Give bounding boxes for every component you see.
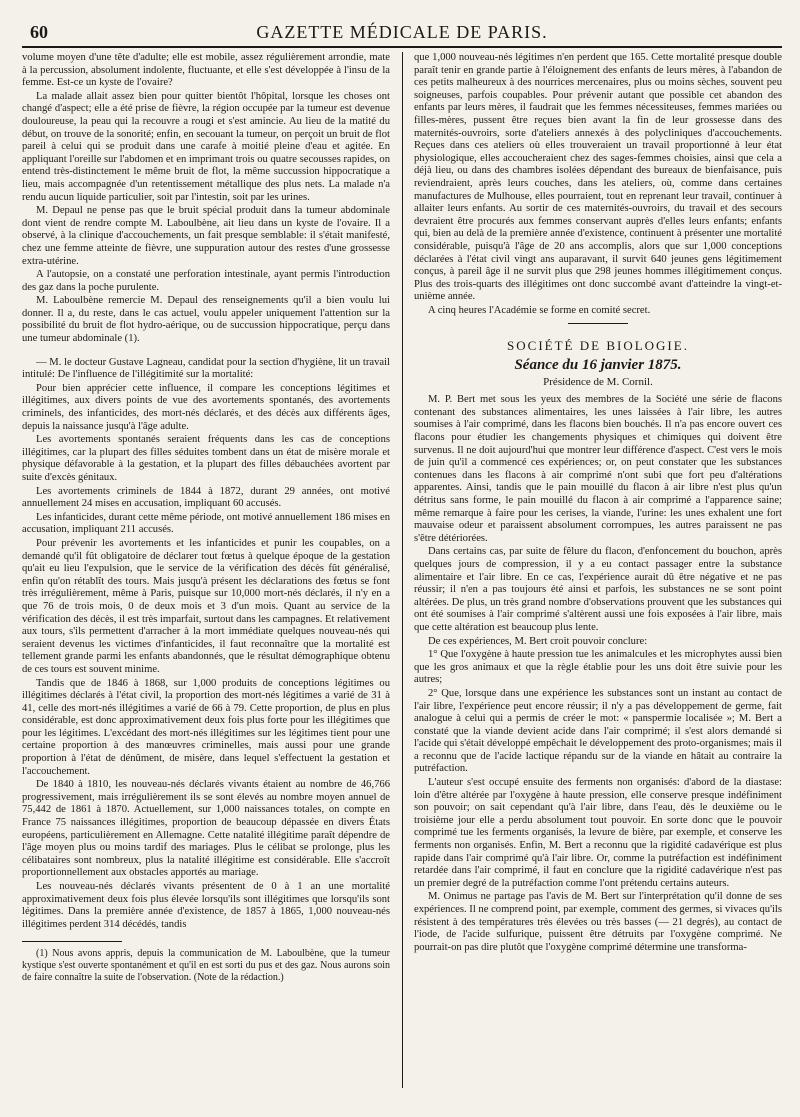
section-divider — [568, 323, 628, 324]
paragraph: Pour bien apprécier cette influence, il compare les conceptions légitimes et illégitimes, aux divers points de vue des avortements spontanés, des avortements criminels, des infanticides, des mort-nés déclarés, et des décès aux différents âges, depuis la naissance jusqu'à l'âge adulte. — [22, 382, 390, 432]
right-column — [414, 52, 782, 1092]
paragraph: Pour prévenir les avortements et les infanticides et punir les coupables, on a demandé qu'il fût obligatoire de déclarer tout fœtus à quelque époque de la gestation qu'ait eu lieu l'expulsion, que le service de la vérification des décès fût généralisé, enfin qu'on rétablît des tours. Mais jusqu'à présent les déclarations des fœtus se font très irrégulièrement, même à Paris, puisque sur 10,000 mort-nés déclarés, il n'y en a que 76 de trois mois, 0 de deux mois et 3 d'un mois. Quant au service de la vérification des décès, il est très imparfait, surtout dans les campagnes. Et relativement aux tours, s'ils permettent d'arracher à la mort immédiate quelques nouveau-nés qui seraient devenus les victimes d'infanticides, il faut reconnaître que la mortalité est tellement grande parmi les enfants abandonnés, que le résultat démographique obtenu de ces tours est souvent minime. — [22, 537, 390, 675]
column-rule — [402, 52, 403, 1088]
paragraph: Tandis que de 1846 à 1868, sur 1,000 produits de conceptions légitimes ou illégitimes déclarés à l'état civil, la proportion des mort-nés légitimes a varié de 31 à 41, celle des mort-nés illégitimes a varié de 66 à 79. Cette proportion, de plus en plus considérable, est donc approximativement deux fois plus forte pour les illégitimes que pour les légitimes. L'excédant des mort-nés illégitimes sur les légitimes tient pour une certaine proportion à des manœuvres criminelles, mais aussi pour une grande proportion à l'état de dénûment, de misère, dans lequel s'effectuent la gestation et l'accouchement. — [22, 677, 390, 777]
paragraph: De ces expériences, M. Bert croit pouvoir conclure: — [428, 635, 648, 647]
journal-title: GAZETTE MÉDICALE DE PARIS. — [256, 22, 548, 42]
section-title: SOCIÉTÉ DE BIOLOGIE. — [507, 338, 689, 354]
page-header — [22, 18, 782, 48]
paragraph: L'auteur s'est occupé ensuite des ferments non organisés: d'abord de la diastase: loin d'être altérée par l'oxygène à haute pression, elle conserve presque indéfiniment son pouvoir; on sait cependant qu'à l'air libre, dans l'eau, dès le deuxième ou le troisième jour elle a perdu absolument tout pouvoir. En sorte donc que le pouvoir comprimé tue les ferments organisés, la levure de bière, par exemple, et conserve les ferments non organisés. Enfin, M. Bert a reconnu que la rigidité cadavérique est plus rapide dans l'air comprimé qu'à l'air libre. Or, comme la putréfaction est indéfiniment retardée dans l'air comprimé, il faut en conclure que la rigidité cadavérique n'est pas un premier degré de la putréfaction comme l'ont prétendu certains auteurs. — [414, 777, 782, 889]
text-columns — [22, 52, 782, 1092]
paragraph: M. P. Bert met sous les yeux des membres de la Société une série de flacons contenant des substances alimentaires, les unes laissées à l'air libre, les autres soumises à l'air comprimé, dans les flacons bien bouchés. Il n'a pas encore ouvert ces flacons pour étudier les changements physiques et chimiques qui doivent être survenus. Il ne doit aujourd'hui que montrer leur différence d'aspect. C'est vers le mois de juin qu'il a commencé ces expériences; or, on peut constater que les substances contenues dans les flacons à air comprimé n'ont subi que fort peu d'altérations apparentes. Ainsi, tandis que le pain mouillé du flacon à air libre n'est plus qu'un détritus sans forme, le pain mouillé du flacon à air comprimé a l'apparence saine; même remarque à faire pour les cerises, la viande, l'urine: les unes exhalent une fort mauvaise odeur et paraissent absolument corrompues, les autres paraissent ne pas s'être détériorées. — [414, 394, 782, 544]
paragraph: volume moyen d'une tête d'adulte; elle est mobile, assez régulièrement arrondie, mate à la percussion, absolument indolente, fluctuante, et elle s'est développée à l'insu de la femme. Est-ce un kyste de l'ovaire? — [22, 52, 390, 89]
presidency-line: Présidence de M. Cornil. — [543, 375, 653, 388]
page-number: 60 — [30, 22, 48, 42]
paragraph: Les nouveau-nés déclarés vivants présentent de 0 à 1 an une mortalité approximativement deux fois plus élevée lorsqu'ils sont illégitimes que lorsqu'ils sont légitimes. Dans la première année d'existence, de 1857 à 1865, 1,000 nouveau-nés illégitimes perdent 314 décédés, tandis — [22, 881, 390, 930]
paragraph: M. Onimus ne partage pas l'avis de M. Bert sur l'interprétation qu'il donne de ses expériences. Il ne comprend point, par exemple, comment des germes, si vivaces qu'ils résistent à des températures très élevées ou très basses (— 21 degrés), au contact de l'iode, de l'acide sulfurique, puissent être détruits par l'oxygène comprimé. Ne pourrait-on pas dire plutôt que l'oxygène comprimé détermine une transforma- — [414, 891, 782, 953]
paragraph: De 1840 à 1810, les nouveau-nés déclarés vivants étaient au nombre de 46,766 progressivement, mais irrégulièrement ils se sont élevés au nombre moyen annuel de 75,442 de 1861 à 1870. Actuellement, sur 1,000 naissances totales, on compte en France 75 naissances illégitimes, proportion de beaucoup dépassée en divers États européens, particulièrement en Allemagne. Cette natalité illégitime paraît dépendre de l'âge moyen plus ou moins tardif des mariages. Plus le célibat se prolonge, plus les célibataires sont nombreux, plus la natalité illégitime est considérable. Elle s'accroît proportionnellement aux obstacles apportés au mariage. — [22, 779, 390, 879]
paragraph: A cinq heures l'Académie se forme en comité secret. — [428, 304, 651, 316]
paragraph: Les infanticides, durant cette même période, ont motivé annuellement 186 mises en accusation, impliquant 211 accusés. — [22, 511, 390, 536]
paragraph: — M. le docteur Gustave Lagneau, candidat pour la section d'hygiène, lit un travail intitulé: De l'influence de l'illégitimité sur la mortalité: — [22, 356, 390, 381]
paragraph: Les avortements spontanés seraient fréquents dans les cas de conceptions illégitimes, car la plupart des filles séduites tombent dans un état de misère morale et physique défavorable à la gestation, et la plupart des filles débauchées avortent par suite d'excès génitaux. — [22, 434, 390, 483]
session-title: Séance du 16 janvier 1875. — [514, 357, 682, 374]
paragraph: que 1,000 nouveau-nés légitimes n'en perdent que 165. Cette mortalité presque double paraît tenir en grande partie à l'éloignement des enfants de leurs mères, à l'abandon de ces petits malheureux à des nourrices mercenaires, plus ou moins sèches, souvent peu soigneuses, parfois coupables. Pour prévenir autant que possible cet abandon des enfants par leurs mères, il faudrait que les femmes nécessiteuses, femmes mariées ou filles-mères, pussent être reçues bien avant la fin de leur grossesse dans des maternités-ouvroirs, sorte d'ateliers annexés à des polycliniques d'accouchements. Reçues dans ces ateliers où elles trouveraient un travail proportionné à leur état physiologique, elles accoucheraient chez des sages-femmes choisies, ainsi que cela a déjà lieu, ou dans des chambres isolées dépendant des bureaux de bienfaisance, puis reviendraient, après leurs couches, dans les ateliers, où, comme dans certaines manufactures de Mulhouse, elles pourraient, tout en reprenant leur travail, continuer à allaiter leurs enfants. Au sortir de ces maternités-ouvroirs, du travail et des secours devraient être procurés aux femmes conservant auprès d'elles leurs enfants; enfants qui, bien au delà de la première année d'existence, continuent à présenter une mortalité considérable, puisqu'à l'âge de 20 ans accomplis, alors que sur 1,000 conceptions déclarées à l'état civil vingt ans auparavant, il survit 640 jeunes gens légitimement conçus, à pareil âge il ne survit plus que 298 jeunes hommes illégitimement conçus. Plus des trois-quarts des illégitimes ont donc succombé avant d'atteindre la vingt-et-unième année. — [414, 52, 782, 303]
paragraph: Les avortements criminels de 1844 à 1872, durant 29 années, ont motivé annuellement 24 mises en accusation, impliquant 60 accusés. — [22, 485, 390, 510]
paragraph: Dans certains cas, par suite de fêlure du flacon, d'enfoncement du bouchon, après quelques jours de compression, il y a eu contact passager entre la substance alimentaire et l'air libre. En ce cas, l'expérience aurait dû être négative et ne pas réussir; il n'en a pas toujours été ainsi et parfois, les substances ne se sont point altérées. De plus, un très grand nombre d'observations prouvent que les substances qui ont été soumises à l'air comprimé s'altèrent aussi une fois exposées à l'air libre, mais que cette altération est beaucoup plus lente. — [414, 546, 782, 633]
footnote: (1) Nous avons appris, depuis la communication de M. Laboulbène, que la tumeur kystique s'est ouverte spontanément et qu'il en est sorti du pus et des gaz. Nous aurons soin de faire connaître la suite de l'observation. (Note de la rédaction.) — [22, 948, 390, 984]
newspaper-page — [22, 18, 782, 1108]
footnote-separator — [22, 941, 122, 942]
paragraph: 1° Que l'oxygène à haute pression tue les animalcules et les microphytes aussi bien que les gros animaux et que la règle établie pour les uns doit être suivie pour les autres; — [414, 649, 782, 686]
left-column — [22, 52, 390, 1092]
paragraph: M. Depaul ne pense pas que le bruit spécial produit dans la tumeur abdominale dont vient de rendre compte M. Laboulbène, ait lieu dans un kyste de l'ovaire. Il a observé, à la clinique d'accouchements, un fait presque semblable: il s'était manifesté, chez une femme atteinte de fièvre, une suppuration autour des restes d'une grossesse extra-utérine. — [22, 205, 390, 267]
paragraph: 2° Que, lorsque dans une expérience les substances sont un instant au contact de l'air libre, l'expérience peut encore réussir; il n'y a pas développement de germe, fait analogue à celui qui a permis de créer le mot: « panspermie localisée »; M. Bert a constaté que la viande devient acide dans l'air comprimé; il s'est alors demandé si l'acide qui s'était développé empêchait le développement des proto-organismes; mais il a reconnu que de l'acide lactique répandu sur de la viande en hâtait au contraire la putréfaction. — [414, 687, 782, 775]
paragraph: A l'autopsie, on a constaté une perforation intestinale, ayant permis l'introduction des gaz dans la poche purulente. — [22, 269, 390, 293]
spacer — [22, 347, 390, 357]
paragraph: La malade allait assez bien pour quitter bientôt l'hôpital, lorsque les choses ont changé d'aspect; elle a été prise de fièvre, la région occupée par la tumeur est devenue douloureuse, la peau qui la recouvre a rougi et s'est amincie. Au lieu de la matité du début, on trouve de la sonorité; enfin, en secouant la tumeur, on perçoit un bruit de flot pareil à celui qui se produit dans une carafe à moitié pleine d'eau et agitée. En appliquant l'oreille sur l'abdomen et en imprimant trois ou quatre secousses rapides, on entend très-distinctement le même bruit de flot, la même succussion hippocratique a lieu, mais accompagnée d'un retentissement métallique des plus nets. La malade n'a rendu aucun liquide particulier, soit par l'intestin, soit par les urines. — [22, 90, 390, 203]
paragraph: M. Laboulbène remercie M. Depaul des renseignements qu'il a bien voulu lui donner. Il a, du reste, dans le cas actuel, voulu appeler uniquement l'attention sur la possibilité du bruit de flot hydro-aérique, ou de succussion hippocratique, perçu dans une tumeur abdominale (1). — [22, 295, 390, 345]
